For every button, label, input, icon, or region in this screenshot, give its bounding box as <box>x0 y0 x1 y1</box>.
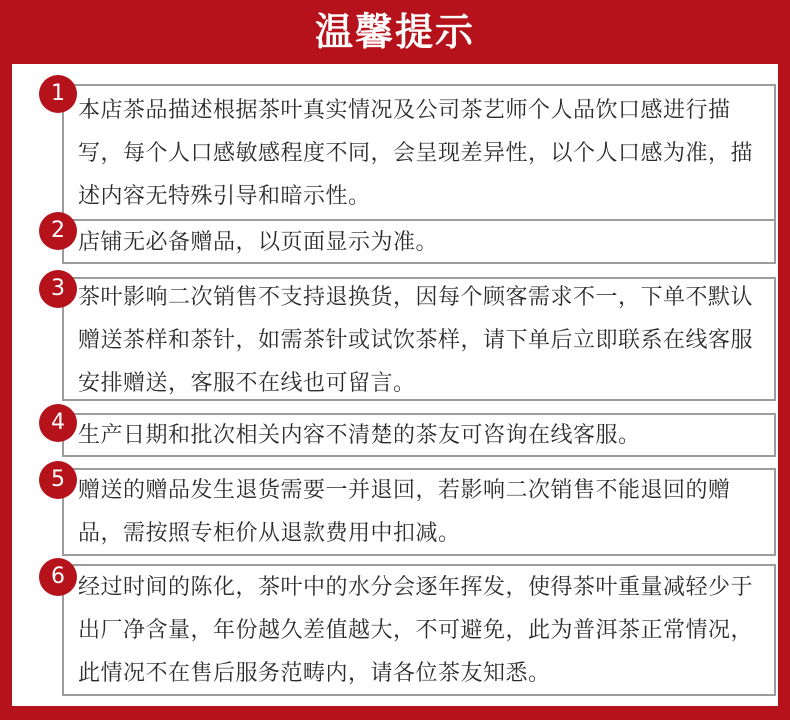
notice-item-1 <box>62 84 776 222</box>
number-badge-4: 4 <box>39 404 77 442</box>
notice-item-5 <box>62 468 776 556</box>
notice-text-6: 经过时间的陈化，茶叶中的水分会逐年挥发，使得茶叶重量减轻少于出厂净含量，年份越久差值越大，不可避免，此为普洱茶正常情况，此情况不在售后服务范畴内，请各位茶友知悉。 <box>78 575 754 686</box>
notice-text-5: 赠送的赠品发生退货需要一并退回，若影响二次销售不能退回的赠品，需按照专柜价从退款费用中扣减。 <box>78 478 731 546</box>
notice-item-3 <box>62 277 776 401</box>
number-badge-3: 3 <box>39 270 77 308</box>
notice-text-4: 生产日期和批次相关内容不清楚的茶友可咨询在线客服。 <box>78 423 641 448</box>
notice-item-2 <box>62 219 776 264</box>
notice-panel <box>12 64 778 706</box>
number-badge-1: 1 <box>39 75 77 113</box>
notice-item-4 <box>62 413 776 457</box>
number-badge-6: 6 <box>39 558 77 596</box>
number-badge-2: 2 <box>39 212 77 250</box>
notice-item-6 <box>62 564 776 696</box>
number-badge-5: 5 <box>39 461 77 499</box>
notice-text-3: 茶叶影响二次销售不支持退换货，因每个顾客需求不一，下单不默认赠送茶样和茶针，如需茶针或试饮茶样，请下单后立即联系在线客服安排赠送，客服不在线也可留言。 <box>78 285 754 396</box>
notice-text-2: 店铺无必备赠品，以页面显示为准。 <box>78 230 439 255</box>
page-title: 温馨提示 <box>314 10 475 54</box>
notice-text-1: 本店茶品描述根据茶叶真实情况及公司茶艺师个人品饮口感进行描写，每个人口感敏感程度不同，会呈现差异性，以个人口感为准，描述内容无特殊引导和暗示性。 <box>78 98 754 209</box>
